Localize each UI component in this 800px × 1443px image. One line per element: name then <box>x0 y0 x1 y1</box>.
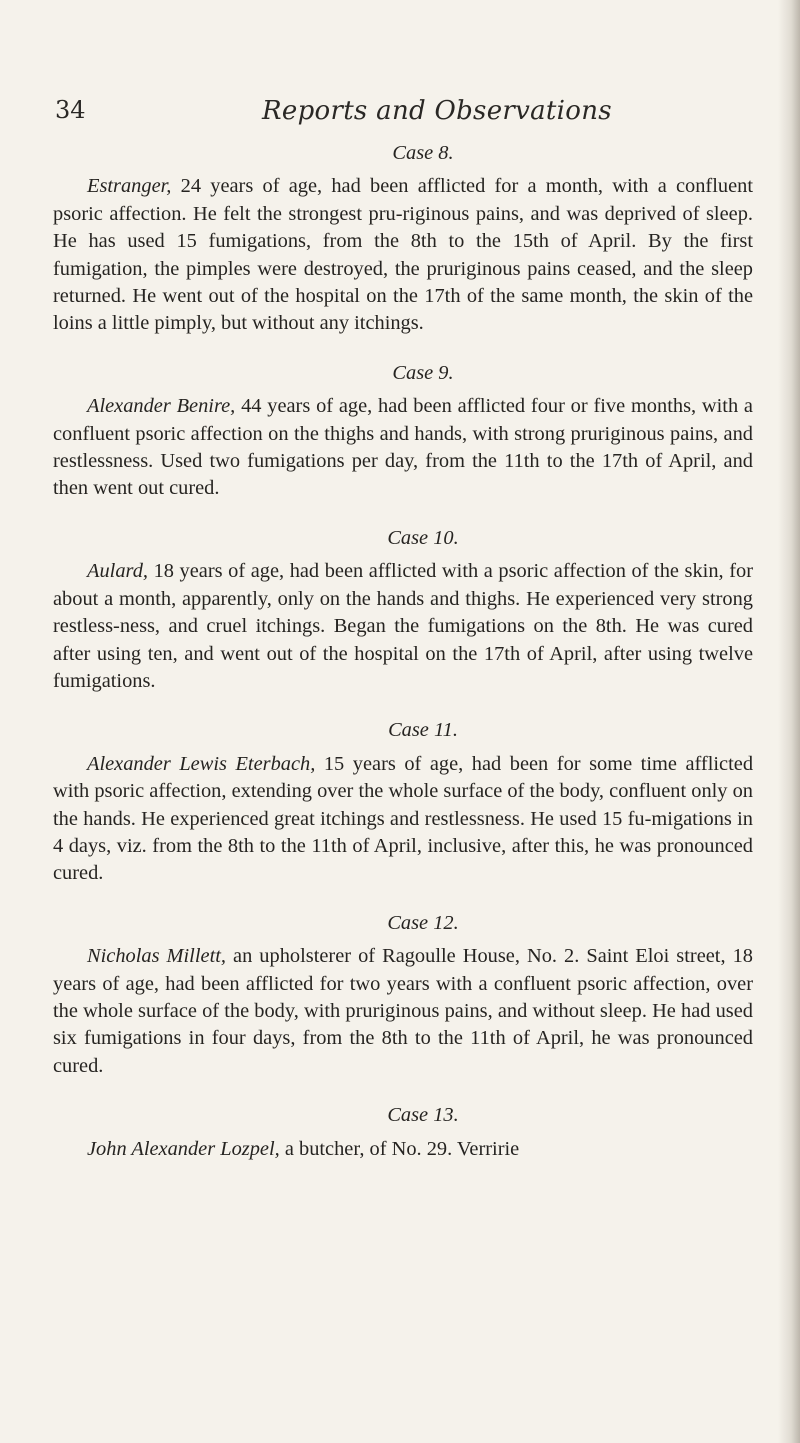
case-paragraph <box>53 943 753 1080</box>
page-body <box>53 140 753 1163</box>
case-body-text: an upholsterer of Ragoulle House, No. 2. Saint Eloi street, 18 years of age, had been afflicted for two years with a confluent psoric affection, over the whole surface of the body, with pruriginous pains, and without sleep. He had used six fumigations in four days, from the 8th to the 11th of April, he was pronounced cured. <box>53 945 753 1077</box>
case-title: Case 9. <box>392 361 454 384</box>
case-body-text: 24 years of age, had been afflicted for a month, with a confluent psoric affection. He felt the strongest pru-riginous pains, and was deprived of sleep. He has used 15 fumigations, from the 8th to the 15th of April. By the first fumigation, the pimples were destroyed, the pruriginous pains ceased, and the sleep returned. He went out of the hospital on the 17th of the same month, the skin of the loins a little pimply, but without any itchings. <box>53 175 753 335</box>
case-body-text: 15 years of age, had been for some time afflicted with psoric affection, extending over the whole surface of the body, confluent only on the hands. He experienced great itchings and restlessness. He used 15 fu-migations in 4 days, viz. from the 8th to the 11th of April, inclusive, after this, he was pronounced cured. <box>53 752 754 885</box>
case-paragraph <box>53 1136 753 1163</box>
page-number: 34 <box>55 96 86 124</box>
case-12 <box>53 910 753 1080</box>
case-title: Case 12. <box>387 911 459 934</box>
patient-name: Nicholas Millett, <box>87 945 226 968</box>
case-paragraph <box>53 558 753 695</box>
page-header <box>0 96 800 136</box>
running-head: Reports and Observations <box>262 96 612 126</box>
case-body-text: a butcher, of No. 29. Verririe <box>279 1137 520 1160</box>
patient-name: Estranger, <box>87 175 172 198</box>
case-13 <box>53 1102 753 1163</box>
case-title: Case 8. <box>392 142 454 164</box>
case-9 <box>53 360 753 503</box>
case-title: Case 10. <box>387 526 459 549</box>
page-edge-shadow <box>778 0 800 1443</box>
case-paragraph <box>53 173 753 337</box>
case-title: Case 11. <box>388 719 458 742</box>
case-body-text: 18 years of age, had been afflicted with a psoric affection of the skin, for about a month, apparently, only on the hands and thighs. He experienced very strong restless-ness, and cruel itchings. Began the fumigations on the 8th. He was cured after using ten, and went out of the hospital on the 17th of April, after using twelve fumigations. <box>53 560 753 692</box>
patient-name: John Alexander Lozpel, <box>87 1137 280 1160</box>
patient-name: Aulard, <box>87 560 148 583</box>
case-10 <box>53 525 753 695</box>
case-title: Case 13. <box>387 1104 459 1127</box>
case-11 <box>53 717 753 887</box>
case-paragraph <box>53 393 753 503</box>
patient-name: Alexander Benire, <box>87 395 236 418</box>
case-8 <box>53 140 753 338</box>
patient-name: Alexander Lewis Eterbach, <box>87 752 316 775</box>
case-paragraph <box>53 751 753 888</box>
case-body-text: 44 years of age, had been afflicted four or five months, with a confluent psoric affection on the thighs and hands, with strong pruriginous pains, and restlessness. Used two fumigations per day, from the 11th to the 17th of April, and then went out cured. <box>53 395 753 500</box>
